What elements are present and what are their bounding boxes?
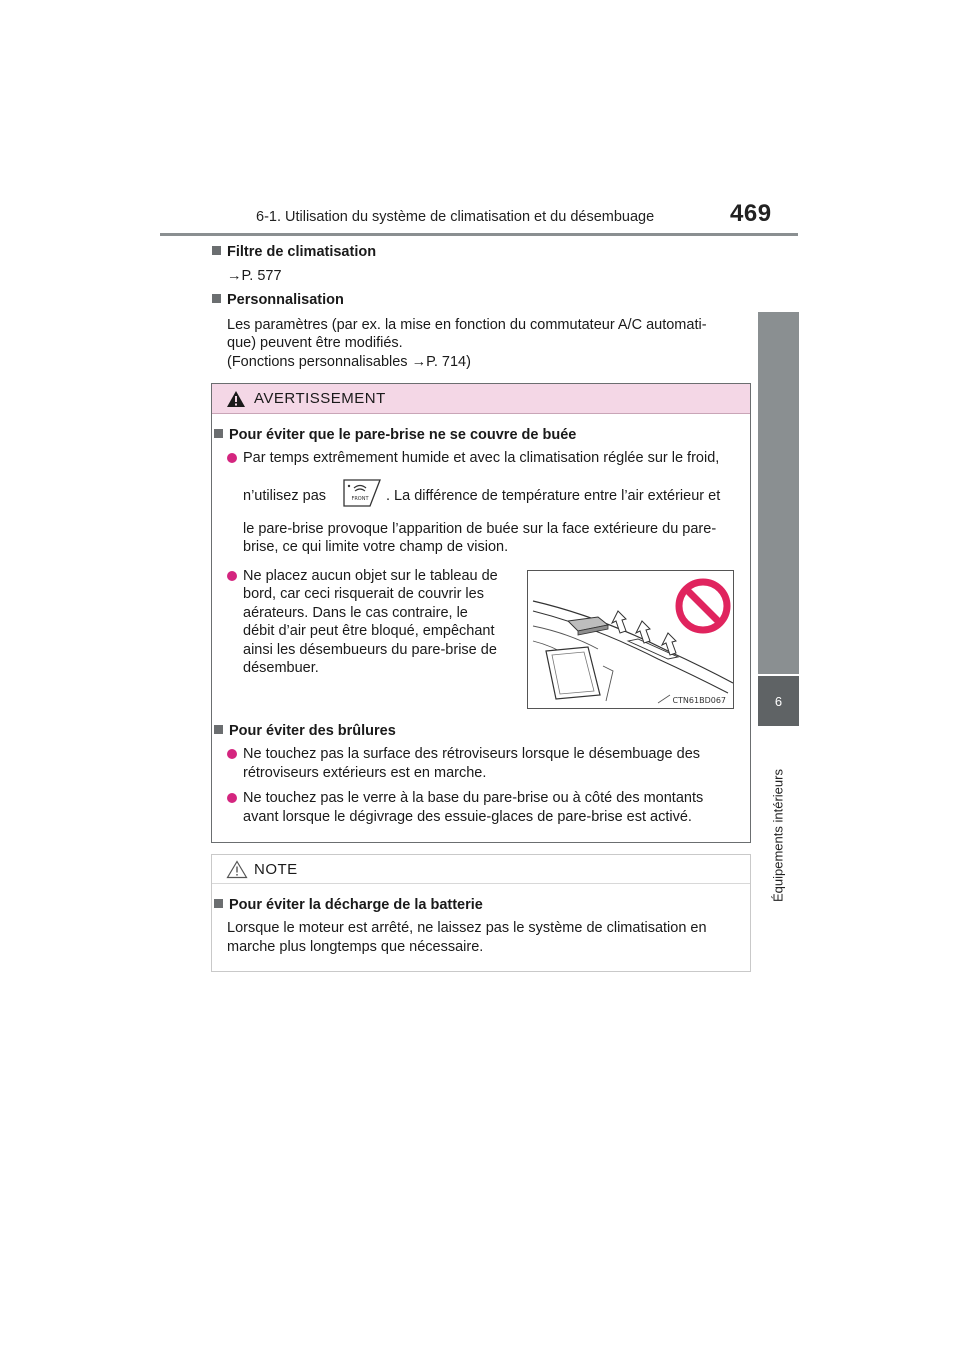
burn-b2-line1: Ne touchez pas le verre à la base du pare-brise ou à côté des montants <box>243 790 704 806</box>
fog-b1-line2a: n’utilisez pas <box>243 488 327 504</box>
front-button-label: FRONT <box>351 496 369 502</box>
page-number: 469 <box>730 200 772 227</box>
fog-b1-line4: brise, ce qui limite votre champ de vision. <box>243 539 509 555</box>
fog-b2-line5: ainsi les désembueurs du pare-brise de <box>243 642 497 658</box>
bullet-dot-icon <box>227 793 237 803</box>
heading-custom <box>212 292 344 308</box>
side-tab-bar <box>758 312 799 674</box>
bullet-dot-icon <box>227 571 237 581</box>
fog-b1-line3: le pare-brise provoque l’apparition de buée sur la face extérieure du pare- <box>243 521 717 537</box>
heading-filter <box>212 244 376 260</box>
image-code: CTN61BD067 <box>672 696 726 705</box>
bullet-dot-icon <box>227 749 237 759</box>
heading-battery <box>214 897 483 913</box>
square-bullet-icon <box>212 246 221 255</box>
fog-b2-line2: bord, car ceci risquerait de couvrir les <box>243 586 484 602</box>
heading-fog <box>214 427 576 443</box>
heading-burn-text: Pour éviter des brûlures <box>229 723 396 739</box>
fog-b2-line3: aérateurs. Dans le cas contraire, le <box>243 605 468 621</box>
warning-title: AVERTISSEMENT <box>254 390 386 407</box>
dashboard-drawing <box>528 571 733 708</box>
front-defogger-button-icon <box>340 478 382 508</box>
caution-triangle-icon <box>226 860 248 879</box>
fog-b2-line1: Ne placez aucun objet sur le tableau de <box>243 568 498 584</box>
burn-b1-line1: Ne touchez pas la surface des rétroviseurs lorsque le désembuage des <box>243 746 701 762</box>
header-rule <box>160 233 798 236</box>
fog-b1-line1: Par temps extrêmement humide et avec la climatisation réglée sur le froid, <box>243 450 720 466</box>
heading-custom-text: Personnalisation <box>227 292 344 308</box>
note-title: NOTE <box>254 861 298 878</box>
custom-line-2: que) peuvent être modifiés. <box>227 335 403 351</box>
custom-line-3: (Fonctions personnalisables →P. 714) <box>227 354 471 370</box>
filter-ref: →P. 577 <box>227 268 282 284</box>
fog-b1-line2b: . La différence de température entre l’air extérieur et <box>386 488 721 504</box>
section-title: 6-1. Utilisation du système de climatisation et du désembuage <box>256 209 655 225</box>
square-bullet-icon <box>214 429 223 438</box>
warning-triangle-icon <box>226 390 246 408</box>
burn-b2-line2: avant lorsque le dégivrage des essuie-glaces de pare-brise est activé. <box>243 809 692 825</box>
bullet-dot-icon <box>227 453 237 463</box>
heading-battery-text: Pour éviter la décharge de la batterie <box>229 897 483 913</box>
dashboard-illustration <box>527 570 734 709</box>
fog-b2-line4: débit d’air peut être bloqué, empêchant <box>243 623 495 639</box>
custom-line-1: Les paramètres (par ex. la mise en fonction du commutateur A/C automati- <box>227 317 707 333</box>
note-line-1: Lorsque le moteur est arrêté, ne laissez pas le système de climatisation en <box>227 920 707 936</box>
square-bullet-icon <box>214 725 223 734</box>
square-bullet-icon <box>214 899 223 908</box>
heading-fog-text: Pour éviter que le pare-brise ne se couvre de buée <box>229 427 577 443</box>
chapter-label: Équipements intérieurs <box>770 769 786 902</box>
note-line-2: marche plus longtemps que nécessaire. <box>227 939 484 955</box>
heading-filter-text: Filtre de climatisation <box>227 244 377 260</box>
chapter-number: 6 <box>758 676 799 726</box>
fog-b2-line6: désembuer. <box>243 660 319 676</box>
square-bullet-icon <box>212 294 221 303</box>
burn-b1-line2: rétroviseurs extérieurs est en marche. <box>243 765 487 781</box>
heading-burn <box>214 723 396 739</box>
